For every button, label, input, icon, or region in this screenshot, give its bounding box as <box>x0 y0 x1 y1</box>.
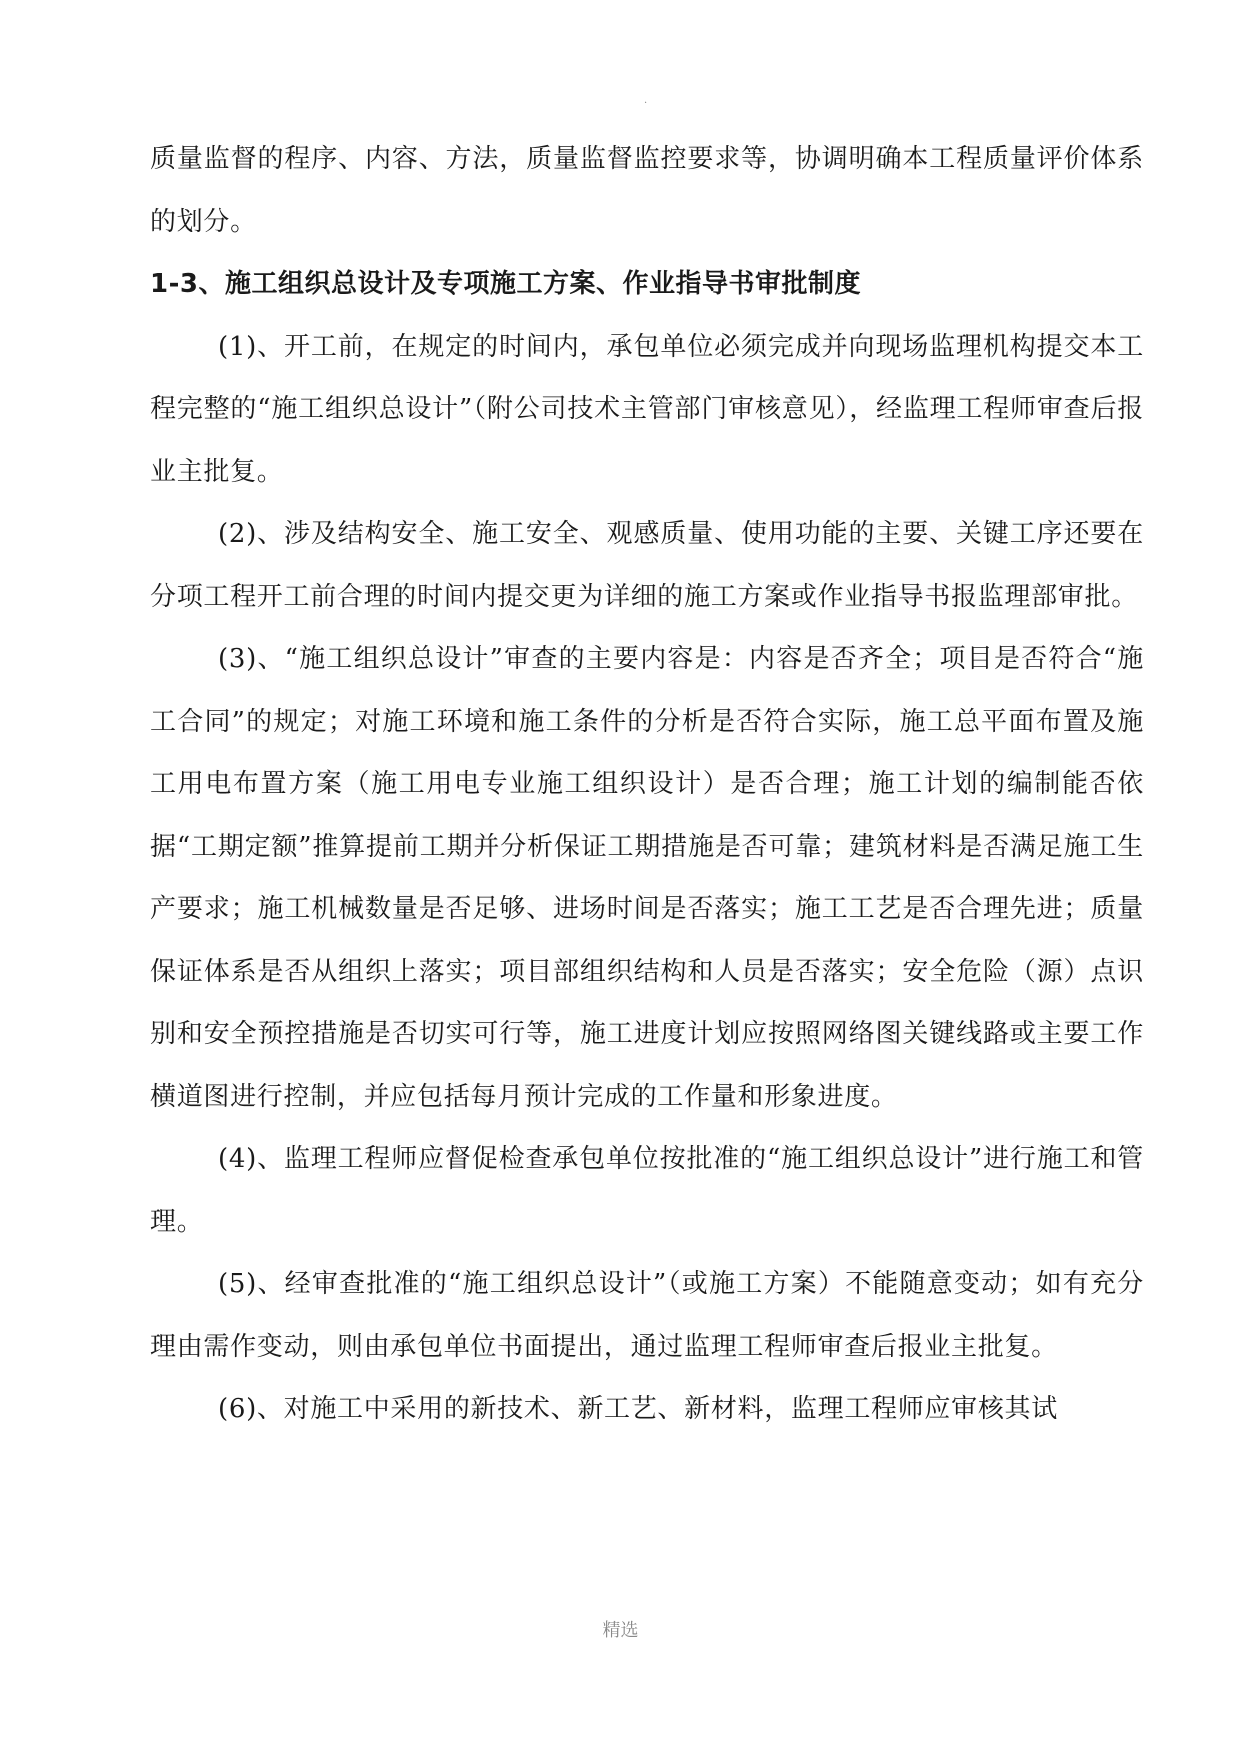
paragraph-item-6: (6)、对施工中采用的新技术、新工艺、新材料，监理工程师应审核其试 <box>218 1394 1058 1424</box>
paragraph-item-3: (3)、“施工组织总设计”审查的主要内容是：内容是否齐全；项目是否符合“施工合同”的规定；对施工环境和施工条件的分析是否符合实际，施工总平面布置及施工用电布置方案（施工用电专业施工组织设计）是否合理；施工计划的编制能否依据“工期定额”推算提前工期并分析保证工期措施是否可靠；建筑材料是否满足施工生产要求；施工机械数量是否足够、进场时间是否落实；施工工艺是否合理先进；质量保证体系是否从组织上落实；项目部组织结构和人员是否落实；安全危险（源）点识别和安全预控措施是否切实可行等，施工进度计划应按照网络图关键线路或主要工作横道图进行控制，并应包括每月预计完成的工作量和形象进度。 <box>150 644 1144 1112</box>
section-heading: 1-3、施工组织总设计及专项施工方案、作业指导书审批制度 <box>150 269 861 299</box>
page-footer: 精选 <box>602 1620 639 1641</box>
document-body <box>150 128 1144 1441</box>
paragraph-continuation: 质量监督的程序、内容、方法，质量监督监控要求等，协调明确本工程质量评价体系的划分。 <box>150 144 1144 237</box>
paragraph-item-4: (4)、监理工程师应督促检查承包单位按批准的“施工组织总设计”进行施工和管理。 <box>150 1144 1144 1237</box>
header-mark: . <box>644 95 648 106</box>
paragraph-item-2: (2)、涉及结构安全、施工安全、观感质量、使用功能的主要、关键工序还要在分项工程开工前合理的时间内提交更为详细的施工方案或作业指导书报监理部审批。 <box>150 519 1144 612</box>
paragraph-item-5: (5)、经审查批准的“施工组织总设计”（或施工方案）不能随意变动；如有充分理由需作变动，则由承包单位书面提出，通过监理工程师审查后报业主批复。 <box>150 1269 1144 1362</box>
paragraph-item-1: (1)、开工前，在规定的时间内，承包单位必须完成并向现场监理机构提交本工程完整的“施工组织总设计”（附公司技术主管部门审核意见），经监理工程师审查后报业主批复。 <box>150 331 1144 487</box>
